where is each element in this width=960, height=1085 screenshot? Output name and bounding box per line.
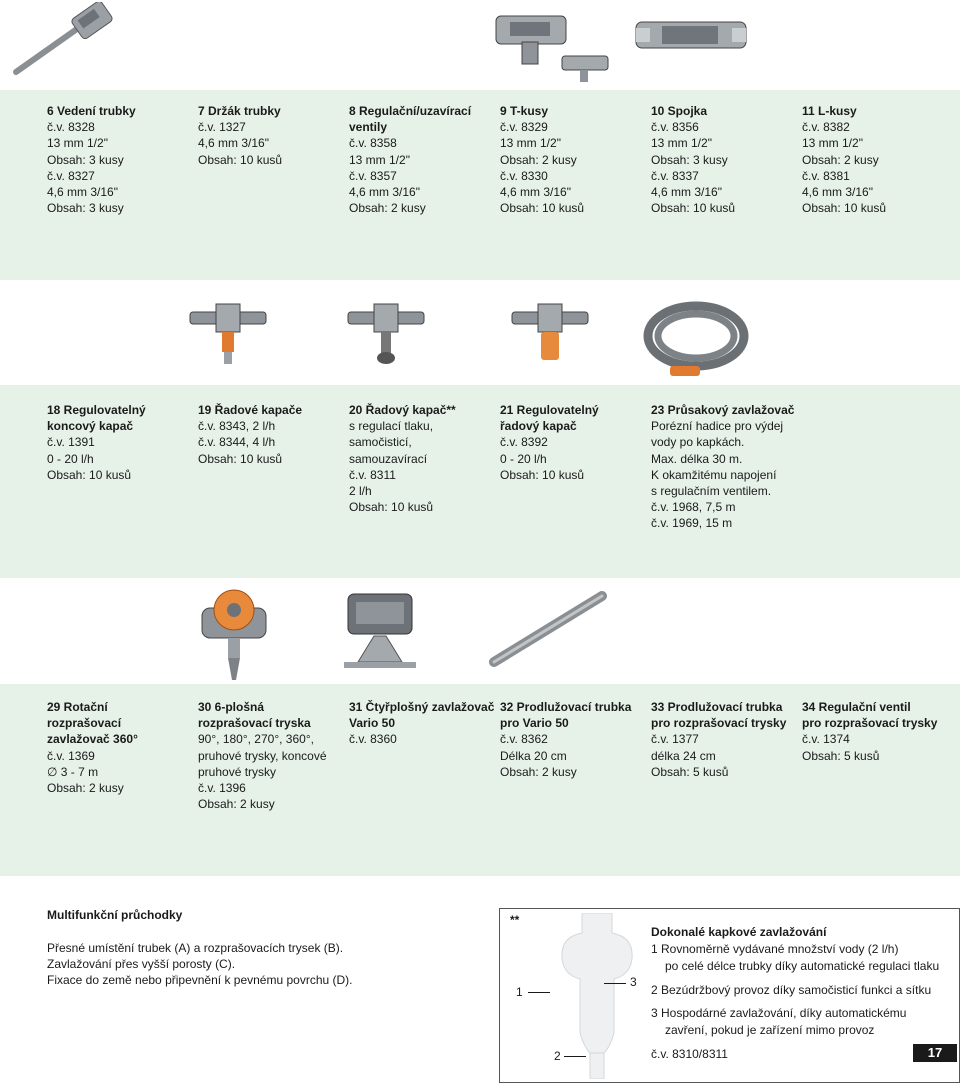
product-line: 4,6 mm 3/16" [198, 136, 269, 151]
product-title: 31 Čtyřplošný zavlažovač [349, 700, 495, 714]
product-line: Obsah: 2 kusy [198, 797, 275, 812]
inline-dripper-image [346, 302, 426, 370]
product-line: Obsah: 2 kusy [47, 781, 124, 796]
product-line: č.v. 8337 [651, 168, 699, 183]
rotary-sprinkler-image [196, 586, 272, 682]
product-line: Obsah: 5 kusů [802, 748, 880, 763]
product-title: 11 L-kusy [802, 104, 857, 118]
t-piece-image [490, 6, 620, 84]
extension-tube-image [486, 588, 612, 670]
product-line: Obsah: 3 kusy [47, 201, 124, 216]
multi-line: Fixace do země nebo připevnění k pevnému povrchu (D). [47, 973, 353, 987]
label-1: 1 [516, 985, 523, 999]
product-line: 0 - 20 l/h [47, 451, 94, 466]
box-code: č.v. 8310/8311 [651, 1047, 728, 1061]
product-title-2: ventily [349, 120, 388, 135]
product-title: 8 Regulační/uzavírací [349, 104, 472, 118]
product-title: 9 T-kusy [500, 104, 549, 118]
product-line: samočisticí, [349, 435, 412, 450]
product-line: délka 24 cm [651, 748, 716, 763]
product-line: č.v. 1391 [47, 435, 95, 450]
product-line: samouzavírací [349, 451, 428, 466]
product-title-2: pro Vario 50 [500, 716, 569, 731]
product-line: Obsah: 10 kusů [500, 467, 585, 482]
product-line: Obsah: 10 kusů [500, 201, 585, 216]
product-line: 13 mm 1/2" [349, 152, 410, 167]
product-line: Obsah: 10 kusů [198, 451, 283, 466]
product-line: č.v. 8381 [802, 168, 850, 183]
product-line: Obsah: 10 kusů [651, 201, 736, 216]
product-line: č.v. 8328 [47, 120, 95, 135]
product-line: č.v. 8327 [47, 168, 95, 183]
product-line: Obsah: 10 kusů [802, 201, 887, 216]
product-20 [349, 402, 456, 515]
product-title-2: koncový kapač [47, 419, 134, 434]
product-line: Obsah: 2 kusy [802, 152, 879, 167]
label-3: 3 [630, 975, 637, 989]
label-1-line [528, 992, 550, 993]
product-line: Max. délka 30 m. [651, 451, 743, 466]
product-line: Obsah: 3 kusy [47, 152, 124, 167]
product-line: Délka 20 cm [500, 748, 567, 763]
product-line: Obsah: 10 kusů [349, 500, 434, 515]
product-line: Obsah: 5 kusů [651, 764, 729, 779]
product-title-3: zavlažovač 360° [47, 732, 138, 747]
label-2-line [564, 1056, 586, 1057]
product-line: č.v. 8329 [500, 120, 548, 135]
product-7 [198, 103, 282, 168]
product-line: s regulací tlaku, [349, 419, 434, 434]
product-32 [500, 699, 631, 780]
product-line: č.v. 8357 [349, 168, 397, 183]
product-line: 4,6 mm 3/16" [802, 185, 873, 200]
product-29 [47, 699, 138, 796]
product-title-2: pro rozprašovací trysky [802, 716, 938, 731]
product-line: K okamžitému napojení [651, 467, 777, 482]
product-line: č.v. 8392 [500, 435, 548, 450]
product-line: 0 - 20 l/h [500, 451, 547, 466]
product-18 [47, 402, 146, 483]
box-point-1b: po celé délce trubky díky automatické regulaci tlaku [665, 959, 940, 973]
product-line: ∅ 3 - 7 m [47, 764, 99, 779]
product-line: 13 mm 1/2" [802, 136, 863, 151]
product-title-2: Vario 50 [349, 716, 396, 731]
product-line: s regulačním ventilem. [651, 484, 772, 499]
product-title-2: pro rozprašovací trysky [651, 716, 787, 731]
product-title: 20 Řadový kapač** [349, 403, 456, 417]
product-title: 34 Regulační ventil [802, 700, 911, 714]
box-point-3a: 3 Hospodárné zavlažování, díky automatickému [651, 1006, 907, 1020]
product-title: 6 Vedení trubky [47, 104, 136, 118]
product-34 [802, 699, 937, 764]
product-title: 29 Rotační [47, 700, 108, 714]
label-2: 2 [554, 1049, 561, 1063]
box-point-3b: zavření, pokud je zařízení mimo provoz [665, 1023, 875, 1037]
product-title: 30 6-plošná [198, 700, 265, 714]
product-line: 4,6 mm 3/16" [349, 185, 420, 200]
product-line: č.v. 1377 [651, 732, 699, 747]
multi-line: Zavlažování přes vyšší porosty (C). [47, 957, 236, 971]
product-10 [651, 103, 735, 216]
product-line: Obsah: 2 kusy [349, 201, 426, 216]
product-line: 90°, 180°, 270°, 360°, [198, 732, 314, 747]
product-9 [500, 103, 584, 216]
product-line: pruhové trysky, koncové [198, 748, 327, 763]
product-line: č.v. 8343, 2 l/h [198, 419, 276, 434]
product-line: č.v. 8358 [349, 136, 397, 151]
product-line: 13 mm 1/2" [500, 136, 561, 151]
vario-sprinkler-image [340, 586, 420, 676]
product-line: č.v. 1969, 15 m [651, 516, 733, 531]
product-line: č.v. 8356 [651, 120, 699, 135]
product-line: 2 l/h [349, 484, 372, 499]
product-title-2: řadový kapač [500, 419, 577, 434]
box-marker: ** [510, 913, 520, 927]
product-line: 13 mm 1/2" [47, 136, 108, 151]
product-line: 4,6 mm 3/16" [651, 185, 722, 200]
multi-text [47, 940, 353, 988]
product-line: 4,6 mm 3/16" [500, 185, 571, 200]
product-line: č.v. 1374 [802, 732, 850, 747]
product-title: 33 Prodlužovací trubka [651, 700, 783, 714]
product-line: Obsah: 2 kusy [500, 764, 577, 779]
product-33 [651, 699, 786, 780]
product-line: č.v. 1327 [198, 120, 246, 135]
product-line: Obsah: 2 kusy [500, 152, 577, 167]
product-line: vody po kapkách. [651, 435, 745, 450]
drip-info-box [499, 908, 960, 1083]
product-title: 23 Průsakový zavlažovač [651, 403, 795, 417]
multi-line: Přesné umístění trubek (A) a rozprašovacích trysek (B). [47, 941, 344, 955]
product-line: 4,6 mm 3/16" [47, 185, 118, 200]
dripper-cutaway-image [552, 913, 642, 1079]
product-19 [198, 402, 302, 467]
product-line: pruhové trysky [198, 764, 277, 779]
product-title: 18 Regulovatelný [47, 403, 146, 417]
product-title: 7 Držák trubky [198, 104, 281, 118]
box-heading: Dokonalé kapkové zavlažování [651, 925, 827, 939]
product-line: č.v. 1396 [198, 781, 246, 796]
product-line: Obsah: 10 kusů [198, 152, 283, 167]
product-31 [349, 699, 494, 748]
product-line: č.v. 8382 [802, 120, 850, 135]
product-11 [802, 103, 886, 216]
tube-guide-image [8, 2, 118, 78]
product-title-2: rozprašovací [47, 716, 122, 731]
product-line: č.v. 8330 [500, 168, 548, 183]
product-title-2: rozprašovací tryska [198, 716, 311, 731]
product-30 [198, 699, 327, 812]
pressure-dripper-image [510, 302, 590, 364]
product-line: Porézní hadice pro výdej [651, 419, 784, 434]
product-title: 19 Řadové kapače [198, 403, 303, 417]
product-line: Obsah: 10 kusů [47, 467, 132, 482]
product-title: 10 Spojka [651, 104, 708, 118]
multi-heading: Multifunkční průchodky [47, 908, 183, 922]
product-line: č.v. 1968, 7,5 m [651, 500, 736, 515]
product-title: 21 Regulovatelný [500, 403, 599, 417]
product-line: č.v. 8362 [500, 732, 548, 747]
product-line: č.v. 8344, 4 l/h [198, 435, 276, 450]
box-point-1a: 1 Rovnoměrně vydávané množství vody (2 l/h) [651, 942, 899, 956]
product-line: Obsah: 3 kusy [651, 152, 728, 167]
product-line: č.v. 8360 [349, 732, 397, 747]
product-21 [500, 402, 599, 483]
product-line: č.v. 8311 [349, 467, 396, 482]
label-3-line [604, 983, 626, 984]
product-23 [651, 402, 794, 532]
product-title: 32 Prodlužovací trubka [500, 700, 632, 714]
page-number: 17 [913, 1044, 957, 1062]
product-line: 13 mm 1/2" [651, 136, 712, 151]
product-6 [47, 103, 136, 216]
product-line: č.v. 1369 [47, 748, 95, 763]
soaker-hose-image [642, 296, 750, 384]
product-8 [349, 103, 471, 216]
end-dripper-image [188, 302, 268, 368]
coupling-image [632, 6, 750, 62]
box-point-2: 2 Bezúdržbový provoz díky samočisticí funkci a sítku [651, 983, 932, 997]
